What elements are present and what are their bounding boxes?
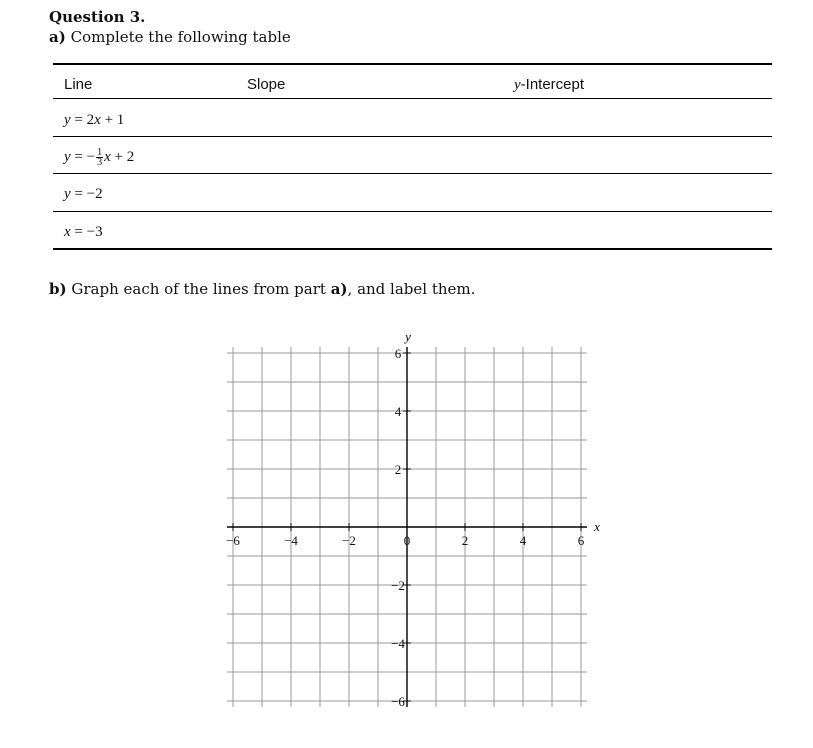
part-b-ref: a) (330, 280, 348, 298)
y-tick-label: 6 (394, 346, 402, 361)
y-tick-label: −6 (391, 694, 405, 709)
y-axis-label: y (405, 329, 411, 344)
y-tick-label: 2 (394, 462, 402, 477)
x-tick-label: 2 (461, 533, 469, 548)
x-tick-label: 4 (519, 533, 527, 548)
fraction-denominator: 3 (97, 157, 103, 168)
equation-lhs: x (64, 224, 71, 240)
y-tick-label: 4 (394, 404, 402, 419)
header-slope: Slope (247, 76, 286, 93)
equation-tail: + 1 (100, 112, 125, 128)
equation-var: x (94, 112, 101, 128)
x-tick-label: −2 (342, 533, 356, 548)
part-a-label: a) (49, 28, 66, 46)
equation-lhs: y (64, 112, 71, 128)
equation-eq: = −2 (70, 186, 103, 202)
equation-lhs: y (64, 186, 71, 202)
x-tick-label: 0 (403, 533, 411, 548)
y-tick-label: −2 (391, 578, 405, 593)
x-tick-label: 6 (577, 533, 585, 548)
x-axis-label: x (594, 519, 600, 534)
header-intercept-var: y (514, 77, 521, 93)
equation-eq: = 2 (70, 112, 95, 128)
part-b-text-end: , and label them. (347, 280, 476, 298)
equation-lhs: y (64, 148, 71, 165)
header-line: Line (64, 76, 93, 93)
equation-tail: + 2 (110, 148, 135, 165)
y-tick-label: −4 (391, 636, 405, 651)
question-title: Question 3. (49, 8, 146, 26)
part-b-label: b) (49, 280, 67, 298)
equation-var: x (104, 148, 111, 165)
part-a-text: Complete the following table (70, 28, 291, 46)
header-intercept-rest: -Intercept (520, 76, 585, 93)
fraction-numerator: 1 (97, 147, 103, 158)
part-b-text: Graph each of the lines from part (71, 280, 326, 298)
equation-eq: = −3 (70, 224, 103, 240)
x-tick-label: −4 (284, 533, 298, 548)
equation-eq: = − (70, 148, 96, 165)
x-tick-label: −6 (226, 533, 240, 548)
